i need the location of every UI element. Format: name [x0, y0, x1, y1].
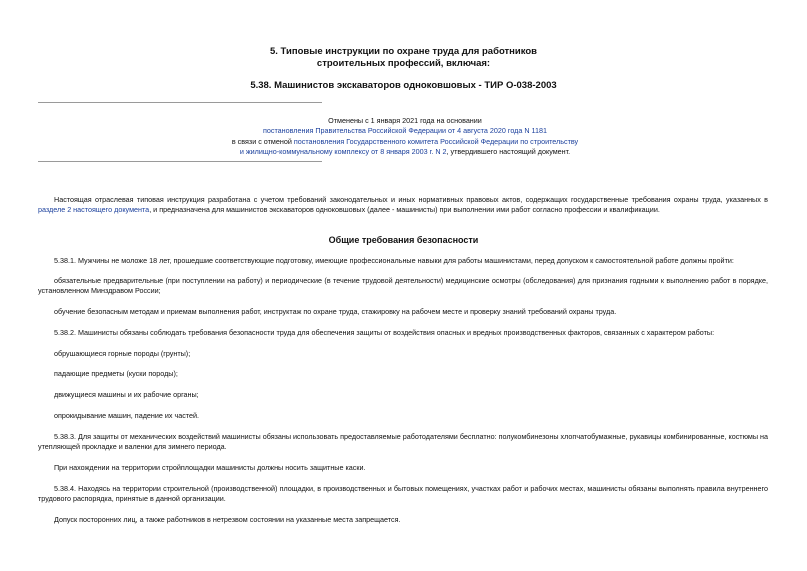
- document-subtitle: 5.38. Машинистов экскаваторов одноковшовых - ТИР О-038-2003: [250, 80, 557, 91]
- cancel-note: [195, 116, 615, 158]
- cancel-note-line3-prefix: в связи с отменой: [231, 136, 294, 146]
- list-item-rocks: обрушающиеся горные породы (грунты);: [54, 349, 191, 358]
- intro-paragraph: [38, 195, 768, 216]
- intro-text-2: , и предназначена для машинистов экскаваторов одноковшовых (далее - машинисты) при выполнении ими работ согласно профессии и квалификации.: [149, 205, 660, 215]
- paragraph-5-38-1: 5.38.1. Мужчины не моложе 18 лет, прошедшие соответствующие подготовку, имеющие профессиональные навыки для работы машинистами, перед допуском к самостоятельной работе должны пройти:: [54, 256, 734, 265]
- paragraph-training: обучение безопасным методам и приемам выполнения работ, инструктаж по охране труда, стажировку на рабочем месте и проверку знаний требований охраны труда.: [54, 307, 617, 316]
- cancel-note-line1: Отменены с 1 января 2021 года на основании: [328, 116, 482, 125]
- section-2-link[interactable]: разделе 2 настоящего документа: [38, 205, 150, 215]
- paragraph-5-38-4: 5.38.4. Находясь на территории строительной (производственной) площадки, в производственных и бытовых помещениях, участках работ и рабочих местах, машинисты обязаны выполнять правила внутреннего трудового распорядка, принятые в данной организации.: [38, 484, 768, 504]
- paragraph-5-38-3: 5.38.3. Для защиты от механических воздействий машинисты обязаны использовать предоставляемые работодателями бесплатно: полукомбинезоны хлопчатобумажные, рукавицы комбинированные, костюмы на утепляющей прокладке и валенки для зимнего периода.: [38, 432, 768, 452]
- divider-bottom: [38, 161, 322, 162]
- divider-top: [38, 102, 322, 103]
- paragraph-access: Допуск посторонних лиц, а также работников в нетрезвом состоянии на указанные места запрещается.: [54, 515, 401, 524]
- list-item-machines: движущиеся машины и их рабочие органы;: [54, 390, 199, 399]
- list-item-overturn: опрокидывание машин, падение их частей.: [54, 411, 200, 420]
- document-title-line2: строительных профессий, включая:: [316, 58, 491, 69]
- cancel-note-link-1181[interactable]: постановления Правительства Российской Федерации от 4 августа 2020 года N 1181: [262, 126, 548, 136]
- paragraph-helmets: При нахождении на территории стройплощадки машинисты должны носить защитные каски.: [54, 463, 366, 472]
- document-title-line1: 5. Типовые инструкции по охране труда для работников: [269, 46, 538, 57]
- paragraph-medical: обязательные предварительные (при поступлении на работу) и периодические (в течение трудовой деятельности) медицинские осмотры (обследования) для признания годными к выполнению работ в порядке, установленном Минздравом России;: [38, 276, 768, 296]
- cancel-note-link-gosstroy[interactable]: постановления Государственного комитета Российской Федерации по строительству: [293, 136, 579, 146]
- cancel-note-line4-suffix: , утвердившего настоящий документ.: [446, 147, 571, 157]
- cancel-note-link-gosstroy-cont[interactable]: и жилищно-коммунальному комплексу от 8 января 2003 г. N 2: [239, 147, 447, 157]
- list-item-objects: падающие предметы (куски породы);: [54, 369, 178, 378]
- paragraph-5-38-2: 5.38.2. Машинисты обязаны соблюдать требования безопасности труда для обеспечения защиты от воздействия опасных и вредных производственных факторов, связанных с характером работы:: [54, 328, 715, 337]
- section-title: Общие требования безопасности: [328, 235, 479, 245]
- intro-text-1: Настоящая отраслевая типовая инструкция разработана с учетом требований законодательных и иных нормативных правовых актов, содержащих государственные требования охраны труда, указанных в: [54, 195, 768, 204]
